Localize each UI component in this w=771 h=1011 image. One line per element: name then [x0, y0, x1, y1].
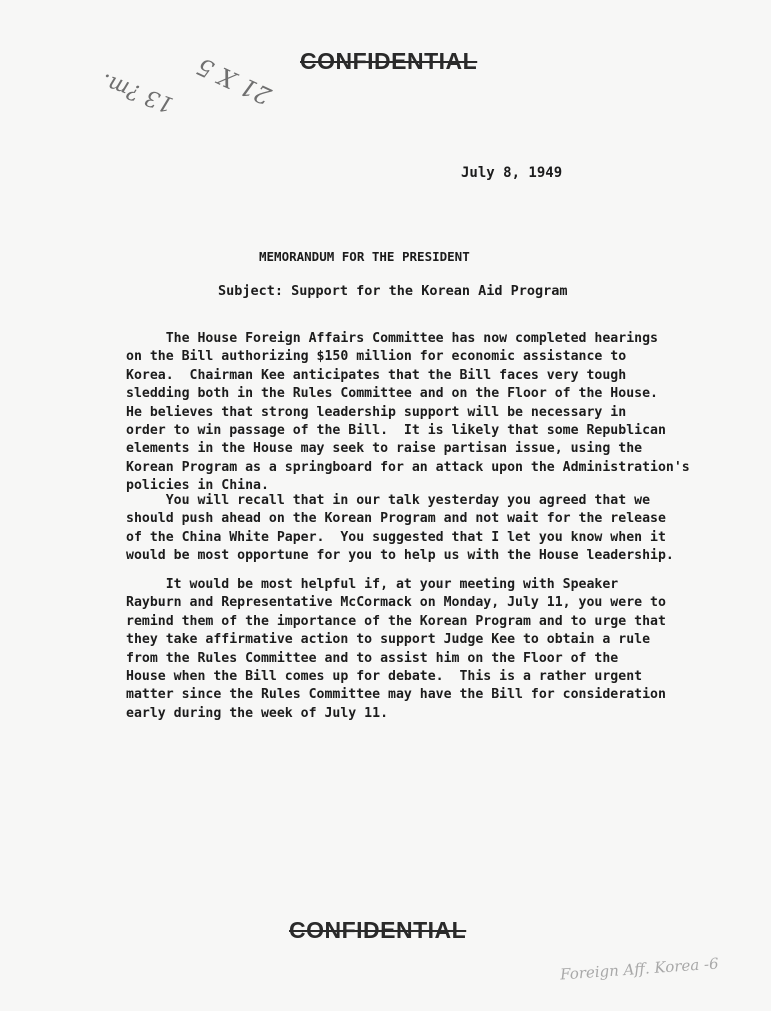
- handwritten-note-left: 13 ?m.: [97, 67, 177, 118]
- confidential-stamp-bottom: CONFIDENTIAL: [289, 917, 467, 943]
- body-paragraph-3: It would be most helpful if, at your meeting with Speaker Rayburn and Representative McCormack on Monday, July 11, you were to remind them of the importance of the Korean Program and to urge that they take affirmative action to support Judge Kee to obtain a rule from the Rules Committee and to assist him on the Floor of the House when the Bill comes up for debate. This is a rather urgent matter since the Rules Committee may have the Bill for consideration early during the week of July 11.: [126, 577, 666, 721]
- handwritten-filing-note: Foreign Aff. Korea -6: [559, 954, 720, 984]
- memo-date: July 8, 1949: [461, 165, 563, 181]
- body-paragraph-2: You will recall that in our talk yesterday you agreed that we should push ahead on the Korean Program and not wait for the release of the China White Paper. You suggested that I let you know when it would be most opportune for you to help us with the House leadership.: [126, 493, 674, 564]
- handwritten-note-mid: 21 X 5: [192, 51, 276, 111]
- confidential-stamp-top: CONFIDENTIAL: [300, 48, 478, 74]
- memo-title: MEMORANDUM FOR THE PRESIDENT: [259, 249, 470, 264]
- body-paragraph-1: The House Foreign Affairs Committee has now completed hearings on the Bill authorizing $150 million for economic assistance to Korea. Chairman Kee anticipates that the Bill faces very tough sledding both in the Rules Committee and on the Floor of the House. He believes that strong leadership support will be necessary in order to win passage of the Bill. It is likely that some Republican elements in the House may seek to raise partisan issue, using the Korean Program as a springboard for an attack upon the Administration's policies in China.: [126, 331, 690, 494]
- memo-subject: Subject: Support for the Korean Aid Program: [218, 283, 568, 299]
